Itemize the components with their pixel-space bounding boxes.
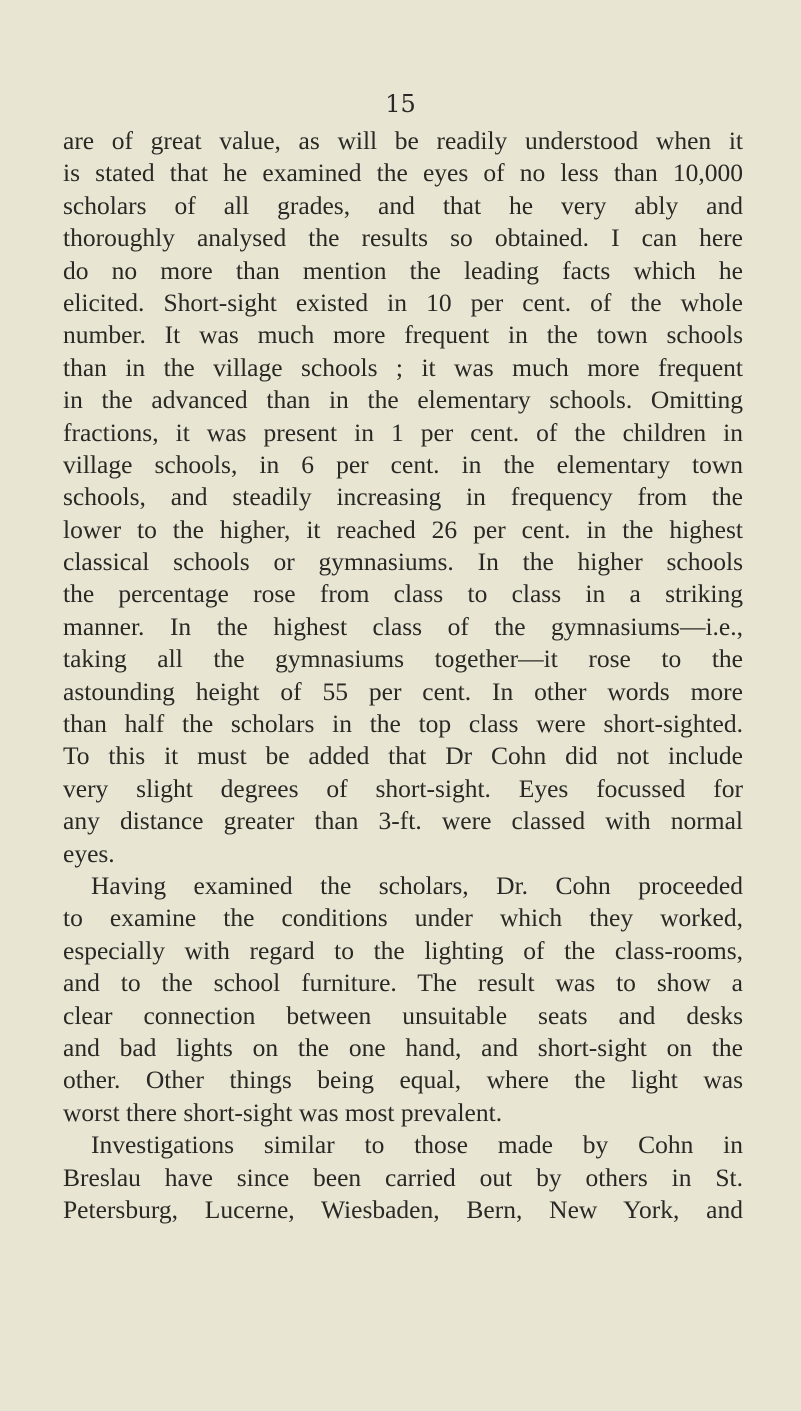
text-line: and bad lights on the one hand, and short-sight on the — [63, 1032, 743, 1062]
text-line: other. Other things being equal, where the light was — [63, 1065, 743, 1095]
text-line: To this it must be added that Dr Cohn did not include — [63, 741, 743, 771]
text-line: scholars of all grades, and that he very ably and — [63, 190, 743, 220]
text-line: clear connection between unsuitable seats and desks — [63, 1000, 743, 1030]
text-line: thoroughly analysed the results so obtained. I can here — [63, 223, 743, 253]
text-line: in the advanced than in the elementary schools. Omitting — [63, 385, 743, 415]
body-text — [63, 125, 743, 1226]
text-line: the percentage rose from class to class in a striking — [63, 579, 743, 609]
text-line: is stated that he examined the eyes of no less than 10,000 — [63, 158, 743, 188]
text-line: do no more than mention the leading facts which he — [63, 255, 743, 285]
text-line: lower to the higher, it reached 26 per cent. in the highest — [63, 514, 743, 544]
paragraph-3 — [63, 1129, 743, 1226]
text-line: Petersburg, Lucerne, Wiesbaden, Bern, New York, and — [63, 1194, 743, 1224]
text-line: number. It was much more frequent in the town schools — [63, 320, 743, 350]
text-line: fractions, it was present in 1 per cent. of the children in — [63, 417, 743, 447]
text-line: than in the village schools ; it was much more frequent — [63, 352, 743, 382]
text-line: are of great value, as will be readily understood when it — [63, 126, 743, 155]
page-number: 15 — [385, 90, 416, 118]
text-line: eyes. — [63, 838, 115, 868]
text-line: astounding height of 55 per cent. In other words more — [63, 676, 743, 706]
text-line: and to the school furniture. The result was to show a — [63, 968, 743, 998]
text-line: classical schools or gymnasiums. In the higher schools — [63, 547, 743, 577]
text-line: Having examined the scholars, Dr. Cohn proceeded — [91, 870, 743, 900]
paragraph-2 — [63, 870, 743, 1129]
text-line: worst there short-sight was most prevalent. — [63, 1097, 503, 1127]
text-line: to examine the conditions under which they worked, — [63, 903, 743, 933]
text-line: taking all the gymnasiums together—it rose to the — [63, 644, 743, 674]
text-line: Investigations similar to those made by Cohn in — [91, 1130, 743, 1160]
text-line: village schools, in 6 per cent. in the elementary town — [63, 449, 743, 479]
text-line: especially with regard to the lighting of the class-rooms, — [63, 935, 743, 965]
text-line: any distance greater than 3-ft. were classed with normal — [63, 806, 743, 836]
text-line: than half the scholars in the top class were short-sighted. — [63, 709, 743, 739]
text-line: schools, and steadily increasing in frequency from the — [63, 482, 743, 512]
text-line: elicited. Short-sight existed in 10 per cent. of the whole — [63, 287, 743, 317]
text-line: Breslau have since been carried out by others in St. — [63, 1162, 743, 1192]
text-line: very slight degrees of short-sight. Eyes focussed for — [63, 773, 743, 803]
paragraph-1 — [63, 125, 743, 870]
text-line: manner. In the highest class of the gymnasiums—i.e., — [63, 611, 743, 641]
